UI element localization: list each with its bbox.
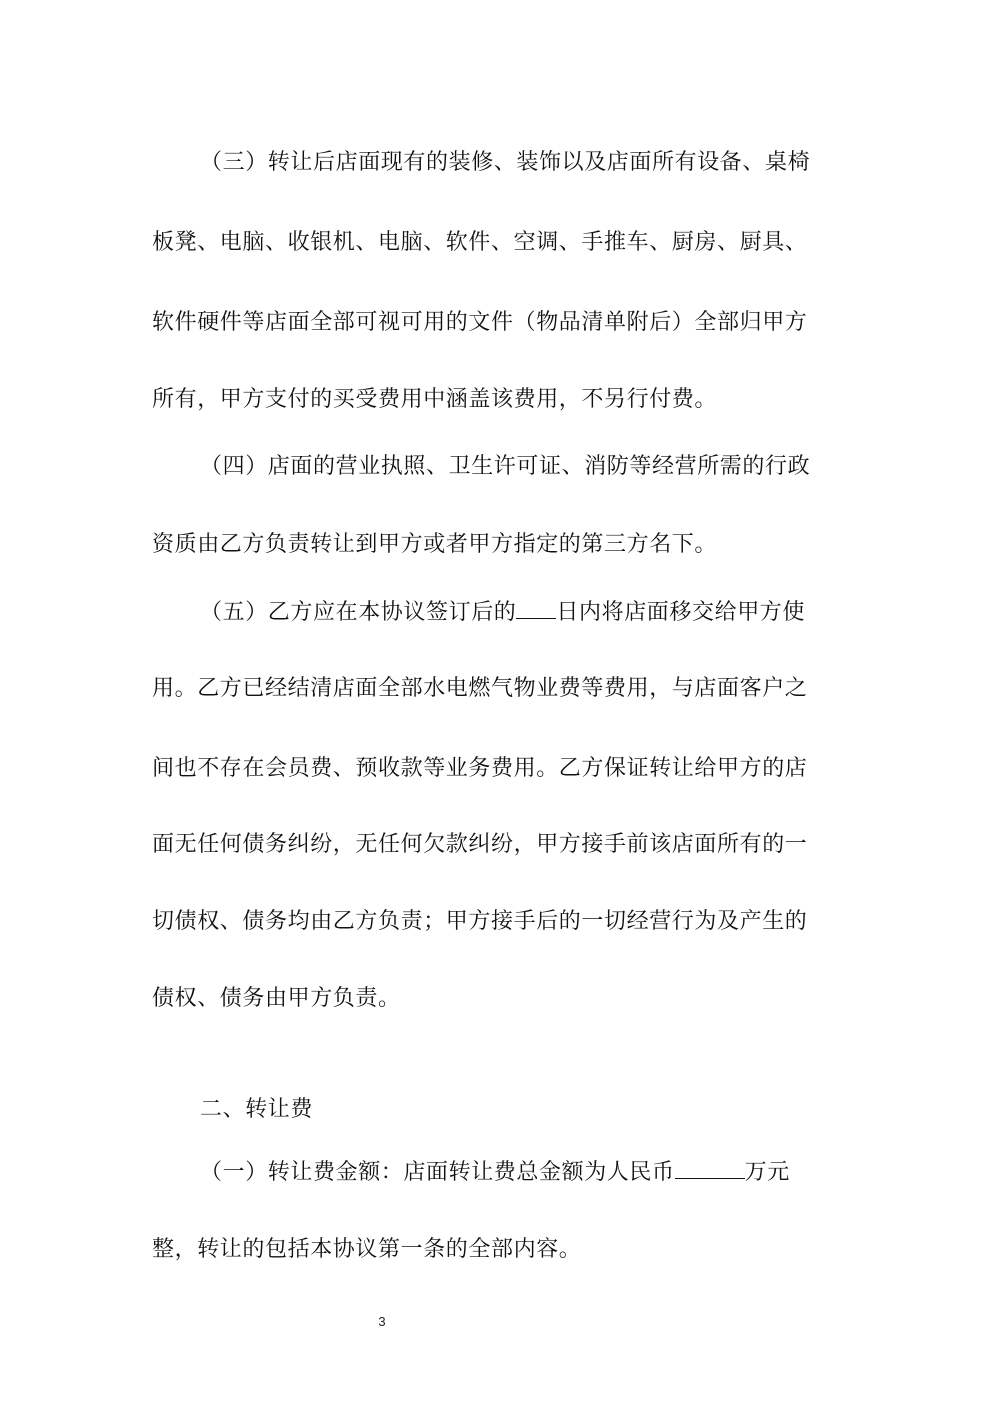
paragraph-5-line-4: 面无任何债务纠纷，无任何欠款纠纷，甲方接手前该店面所有的一: [152, 832, 808, 857]
section-2-paragraph-1-line-1: [200, 1156, 900, 1188]
paragraph-5-line-5: 切债权、债务均由乙方负责；甲方接手后的一切经营行为及产生的: [152, 909, 808, 934]
fee-text-before-blank: （一）转让费金额：店面转让费总金额为人民币: [200, 1160, 675, 1185]
paragraph-5-line-2: 用。乙方已经结清店面全部水电燃气物业费等费用，与店面客户之: [152, 676, 808, 701]
paragraph-3-line-4: 所有，甲方支付的买受费用中涵盖该费用，不另行付费。: [152, 387, 718, 412]
paragraph-3-line-1: （三）转让后店面现有的装修、装饰以及店面所有设备、桌椅: [200, 150, 811, 175]
paragraph-4-line-1: （四）店面的营业执照、卫生许可证、消防等经营所需的行政: [200, 454, 811, 479]
paragraph-5-line-6: 债权、债务由甲方负责。: [152, 986, 401, 1011]
page-number: 3: [378, 1314, 386, 1329]
paragraph-5-line-1: [200, 596, 900, 628]
fee-amount-blank-field: [675, 1156, 745, 1179]
paragraph-5-line-3: 间也不存在会员费、预收款等业务费用。乙方保证转让给甲方的店: [152, 756, 808, 781]
days-blank-field: [516, 596, 556, 619]
paragraph-3-line-3: 软件硬件等店面全部可视可用的文件（物品清单附后）全部归甲方: [152, 310, 808, 335]
fee-text-after-blank: 万元: [744, 1160, 790, 1185]
paragraph-5-text-before-blank: （五）乙方应在本协议签订后的: [200, 600, 517, 625]
paragraph-3-line-2: 板凳、电脑、收银机、电脑、软件、空调、手推车、厨房、厨具、: [152, 230, 808, 255]
section-2-heading: 二、转让费: [200, 1097, 314, 1122]
paragraph-4-line-2: 资质由乙方负责转让到甲方或者甲方指定的第三方名下。: [152, 532, 718, 557]
section-2-paragraph-1-line-2: 整，转让的包括本协议第一条的全部内容。: [152, 1237, 582, 1262]
paragraph-5-text-after-blank: 日内将店面移交给甲方使: [556, 600, 806, 625]
